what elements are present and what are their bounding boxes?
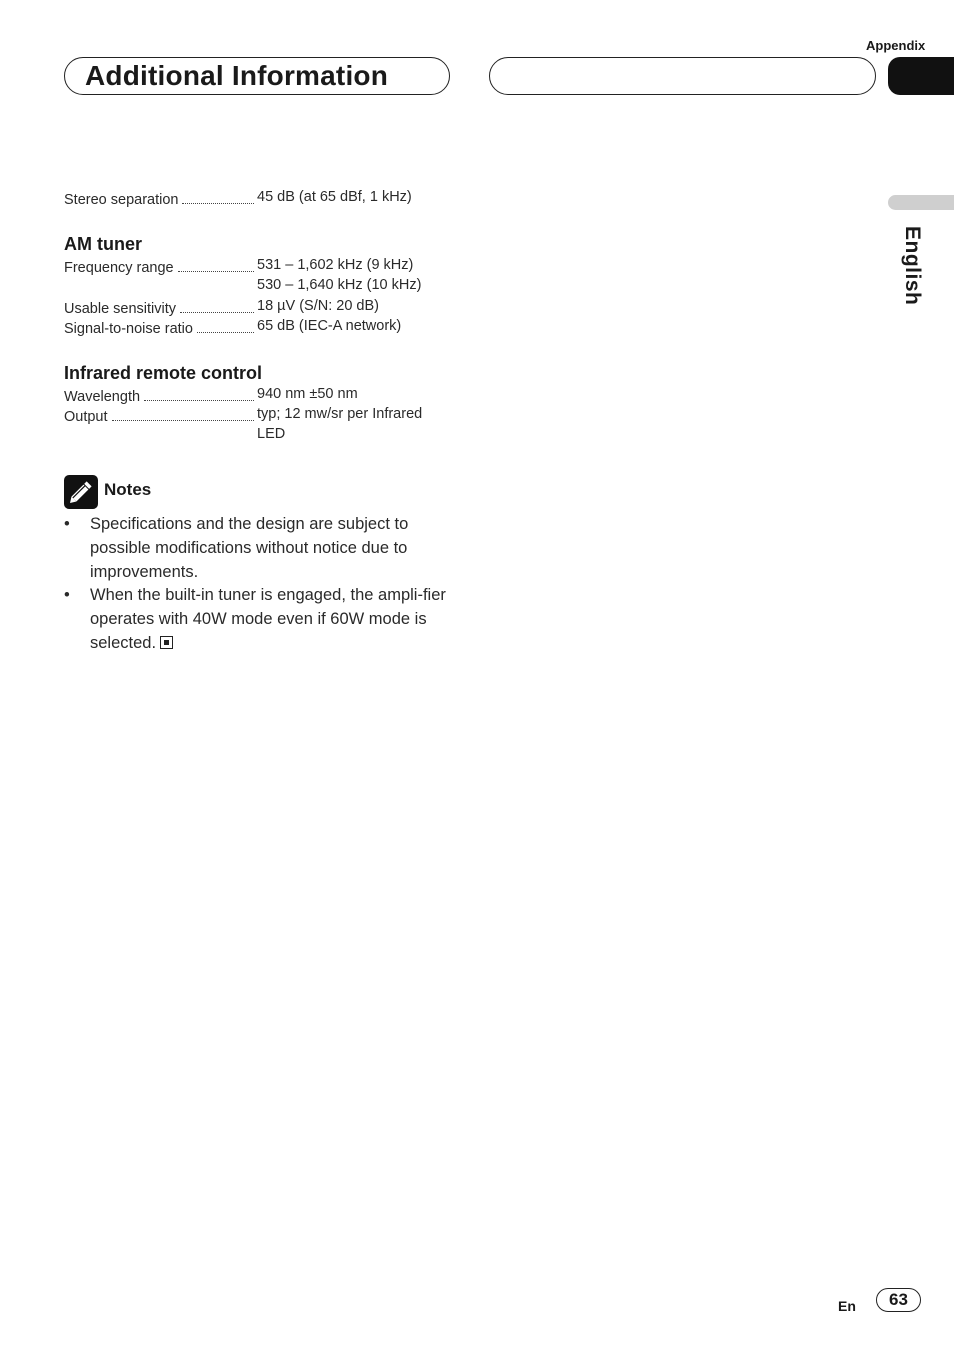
spec-row-wavelength [64, 386, 444, 406]
notes-heading: Notes [104, 480, 152, 499]
spec-label: Wavelength [64, 389, 141, 405]
spec-value: 18 µV (S/N: 20 dB) [257, 298, 379, 314]
spec-row-frequency-range [64, 257, 444, 277]
page-number-text: 63 [889, 1290, 908, 1309]
spec-value: 531 – 1,602 kHz (9 kHz) [257, 257, 414, 273]
spec-value: 940 nm ±50 nm [257, 386, 358, 402]
spec-row-usable-sensitivity [64, 298, 444, 318]
page-title: Additional Information [85, 60, 389, 91]
note-item [64, 583, 454, 655]
spec-value: 45 dB (at 65 dBf, 1 kHz) [257, 189, 412, 205]
spec-value-continued: 530 – 1,640 kHz (10 kHz) [257, 277, 422, 293]
language-label: English [901, 226, 924, 306]
pencil-icon [64, 475, 98, 509]
spec-label: Frequency range [64, 260, 174, 276]
language-code: En [838, 1298, 856, 1314]
end-mark-icon [160, 636, 173, 649]
spec-row-stereo-separation [64, 189, 444, 209]
page-number [876, 1288, 921, 1312]
header-empty-pill [489, 57, 876, 95]
note-text: Specifications and the design are subject to possible modifications without notice due to improvements. [90, 515, 409, 581]
bullet: • [64, 586, 70, 604]
infrared-heading: Infrared remote control [64, 363, 263, 383]
spec-value: 65 dB (IEC-A network) [257, 318, 402, 334]
note-item [64, 512, 454, 584]
spec-value: typ; 12 mw/sr per Infrared [257, 406, 423, 422]
note-text: When the built-in tuner is engaged, the ampli-fier operates with 40W mode even if 60W mode is selected. [90, 586, 446, 652]
language-tab-marker [888, 195, 954, 210]
bullet: • [64, 515, 70, 533]
spec-label: Stereo separation [64, 192, 179, 208]
spec-value-continued: LED [257, 426, 286, 442]
spec-label: Output [64, 409, 108, 425]
spec-label: Signal-to-noise ratio [64, 321, 193, 337]
appendix-label: Appendix [866, 38, 926, 53]
spec-label: Usable sensitivity [64, 301, 177, 317]
section-tab [888, 57, 954, 95]
am-tuner-heading: AM tuner [64, 234, 142, 254]
spec-row-signal-to-noise [64, 318, 444, 338]
spec-row-output [64, 406, 444, 426]
section-title-pill [64, 57, 450, 95]
